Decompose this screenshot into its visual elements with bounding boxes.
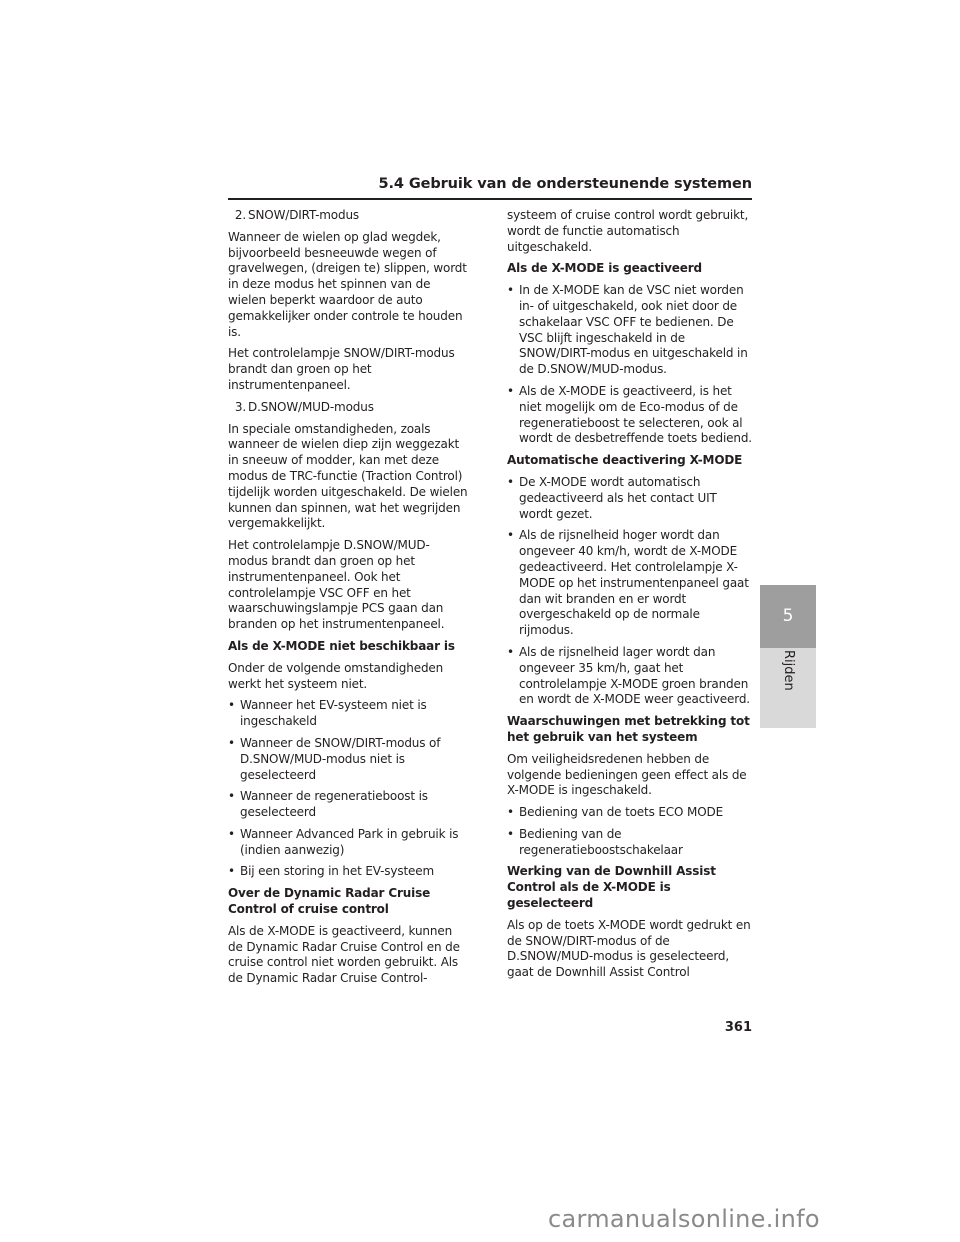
list-item: • Bij een storing in het EV-systeem <box>228 864 468 880</box>
subheading: Automatische deactivering X-MODE <box>507 453 743 468</box>
paragraph: In speciale omstandigheden, zoals wanneer de wielen diep zijn weggezakt in sneeuw of modder, kan met deze modus de TRC-functie (Traction Control) tijdelijk worden uitgeschakeld. De wielen kunnen dan spinnen, wat het wegrijden vergemakkelijkt. <box>228 421 468 531</box>
list-item: • In de X-MODE kan de VSC niet worden in- of uitgeschakeld, ook niet door de schakelaar VSC OFF te bedienen. De VSC blijft ingeschakeld in de SNOW/DIRT-modus en uitgeschakeld in de D.SNOW/MUD-modus. <box>507 283 752 378</box>
item-title: D.SNOW/MUD-modus <box>248 399 374 414</box>
item-number: 3. <box>234 399 246 414</box>
paragraph: Wanneer de wielen op glad wegdek, bijvoorbeeld besneeuwde wegen of gravelwegen, (dreigen te) slippen, wordt in deze modus het spinnen van de wielen beperkt waardoor de auto gemakkelijker onder controle te houden is. <box>228 229 467 339</box>
page-number: 361 <box>724 1020 752 1035</box>
chapter-label-box <box>760 648 816 728</box>
list-item: • De X-MODE wordt automatisch gedeactiveerd als het contact UIT wordt gezet. <box>507 475 752 522</box>
subheading: Over de Dynamic Radar Cruise Control of cruise control <box>228 886 431 917</box>
paragraph: Het controlelampje SNOW/DIRT-modus brandt dan groen op het instrumentenpaneel. <box>228 346 455 392</box>
list-item: • Wanneer het EV-systeem niet is ingeschakeld <box>228 698 468 730</box>
list-item: • Bediening van de regeneratieboostschakelaar <box>507 827 752 859</box>
subheading: Waarschuwingen met betrekking tot het gebruik van het systeem <box>507 714 750 744</box>
bullet-list <box>507 283 752 447</box>
item-title: SNOW/DIRT-modus <box>248 208 360 222</box>
paragraph: systeem of cruise control wordt gebruikt, wordt de functie automatisch uitgeschakeld. <box>507 208 749 254</box>
list-item: • Als de X-MODE is geactiveerd, is het niet mogelijk om de Eco-modus of de regeneratieboost te selecteren, ook al wordt de desbetreffende toets bediend. <box>507 384 752 447</box>
subheading: Werking van de Downhill Assist Control als de X-MODE is geselecteerd <box>507 864 716 911</box>
list-item: • Wanneer de SNOW/DIRT-modus of D.SNOW/MUD-modus niet is geselecteerd <box>228 736 468 783</box>
paragraph: Het controlelampje D.SNOW/MUD-modus brandt dan groen op het instrumentenpaneel. Ook het controlelampje VSC OFF en het waarschuwingslampje PCS gaan dan branden op het instrumentenpaneel. <box>228 538 445 632</box>
chapter-label: Rijden <box>781 650 796 691</box>
bullet-list <box>228 698 468 880</box>
bullet-list <box>507 805 752 858</box>
paragraph: Onder de volgende omstandigheden werkt het systeem niet. <box>228 660 444 691</box>
paragraph: Als de X-MODE is geactiveerd, kunnen de Dynamic Radar Cruise Control en de cruise control niet worden gebruikt. Als de Dynamic Radar Cruise Control- <box>228 923 460 986</box>
paragraph: Om veiligheidsredenen hebben de volgende bedieningen geen effect als de X-MODE is ingeschakeld. <box>507 751 747 798</box>
list-item: • Als de rijsnelheid lager wordt dan ongeveer 35 km/h, gaat het controlelampje X-MODE groen branden en wordt de X-MODE weer geactiveerd. <box>507 645 752 708</box>
watermark: carmanualsonline.info <box>548 1205 820 1233</box>
numbered-item-3 <box>228 400 468 416</box>
paragraph: Als op de toets X-MODE wordt gedrukt en de SNOW/DIRT-modus of de D.SNOW/MUD-modus is geselecteerd, gaat de Downhill Assist Control <box>507 917 751 980</box>
item-number: 2. <box>234 208 246 222</box>
list-item: • Bediening van de toets ECO MODE <box>507 805 752 821</box>
bullet-list <box>507 475 752 708</box>
list-item: • Wanneer de regeneratieboost is geselecteerd <box>228 789 468 821</box>
subheading: Als de X-MODE niet beschikbaar is <box>228 638 455 653</box>
numbered-item-2 <box>228 208 468 224</box>
right-column <box>507 208 752 987</box>
list-item: • Wanneer Advanced Park in gebruik is (indien aanwezig) <box>228 827 468 859</box>
subheading: Als de X-MODE is geactiveerd <box>507 261 702 276</box>
chapter-number: 5 <box>782 606 794 626</box>
left-column <box>228 208 468 993</box>
section-header: 5.4 Gebruik van de ondersteunende systemen <box>228 176 752 200</box>
chapter-tab <box>760 585 816 648</box>
list-item: • Als de rijsnelheid hoger wordt dan ongeveer 40 km/h, wordt de X-MODE gedeactiveerd. Het controlelampje X-MODE op het instrumentenpaneel gaat dan wit branden en er wordt overgeschakeld op de normale rijmodus. <box>507 528 752 639</box>
